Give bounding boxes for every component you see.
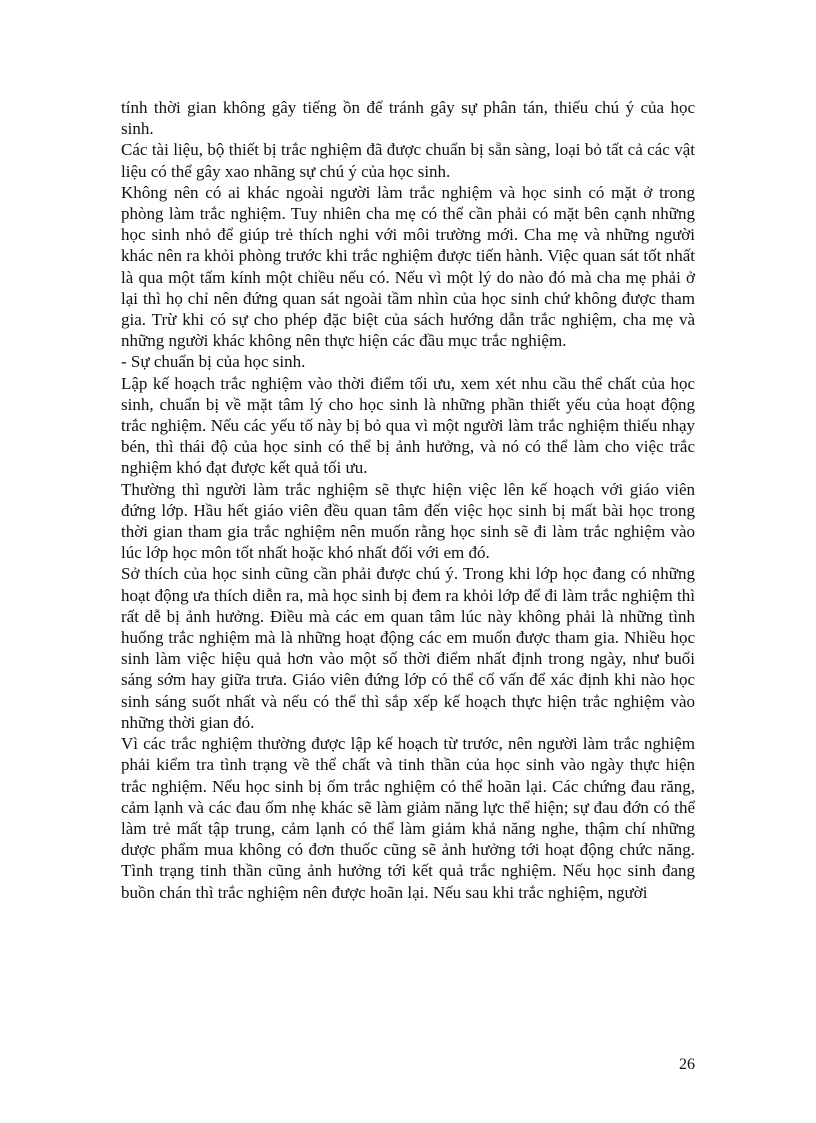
page-number: 26 [679, 1056, 695, 1073]
paragraph-7: Sở thích của học sinh cũng cần phải được chú ý. Trong khi lớp học đang có những hoạt động ưa thích diễn ra, mà học sinh bị đem ra khỏi lớp để đi làm trắc nghiệm thì rất dễ bị ảnh hưởng. Điều mà các em quan tâm lúc này không phải là những tình huống trắc nghiệm mà là những hoạt động các em muốn được tham gia. Nhiều học sinh làm việc hiệu quả hơn vào một số thời điểm nhất định trong ngày, như buổi sáng sớm hay giữa trưa. Giáo viên đứng lớp có thể cố vấn để xác định khi nào học sinh sáng suốt nhất và nếu có thể thì sắp xếp kế hoạch thực hiện trắc nghiệm vào những thời gian đó. [121, 564, 695, 732]
paragraph-5: Lập kế hoạch trắc nghiệm vào thời điểm tối ưu, xem xét nhu cầu thể chất của học sinh, chuẩn bị về mặt tâm lý cho học sinh là những phần thiết yếu của hoạt động trắc nghiệm. Nếu các yếu tố này bị bỏ qua vì một người làm trắc nghiệm thiếu nhạy bén, thì thái độ của học sinh có thể bị ảnh hưởng, và nó có thể làm cho việc trắc nghiệm khó đạt được kết quả tối ưu. [121, 373, 695, 478]
paragraph-8: Vì các trắc nghiệm thường được lập kế hoạch từ trước, nên người làm trắc nghiệm phải kiểm tra tình trạng về thể chất và tinh thần của học sinh vào ngày thực hiện trắc nghiệm. Nếu học sinh bị ốm trắc nghiệm có thể hoãn lại. Các chứng đau răng, cảm lạnh và các đau ốm nhẹ khác sẽ làm giảm năng lực thể hiện; sự đau đớn có thể làm trẻ mất tập trung, cảm lạnh có thể làm giảm khả năng nghe, thậm chí những dược phẩm mua không có đơn thuốc cũng sẽ ảnh hưởng tới hoạt động chức năng. Tình trạng tinh thần cũng ảnh hưởng tới kết quả trắc nghiệm. Nếu học sinh đang buồn chán thì trắc nghiệm nên được hoãn lại. Nếu sau khi trắc nghiệm, người [121, 734, 695, 902]
paragraph-6: Thường thì người làm trắc nghiệm sẽ thực hiện việc lên kế hoạch với giáo viên đứng lớp. Hầu hết giáo viên đều quan tâm đến việc học sinh bị mất bài học trong thời gian tham gia trắc nghiệm nên muốn rằng học sinh sẽ đi làm trắc nghiệm vào lúc lớp học môn tốt nhất hoặc khó nhất đối với em đó. [121, 479, 695, 563]
paragraph-1: tính thời gian không gây tiếng ồn để tránh gây sự phân tán, thiếu chú ý của học sinh. [121, 98, 695, 139]
paragraph-3: Không nên có ai khác ngoài người làm trắc nghiệm và học sinh có mặt ở trong phòng làm trắc nghiệm. Tuy nhiên cha mẹ có thể cần phải có mặt bên cạnh những học sinh nhỏ để giúp trẻ thích nghi với môi trường mới. Cha mẹ và những người khác nên ra khỏi phòng trước khi trắc nghiệm được tiến hành. Việc quan sát tốt nhất là qua một tấm kính một chiều nếu có. Nếu vì một lý do nào đó mà cha mẹ phải ở lại thì họ chỉ nên đứng quan sát ngoài tầm nhìn của học sinh chứ không được tham gia. Trừ khi có sự cho phép đặc biệt của sách hướng dẫn trắc nghiệm, cha mẹ và những người khác không nên thực hiện các đầu mục trắc nghiệm. [121, 182, 695, 351]
paragraph-2: Các tài liệu, bộ thiết bị trắc nghiệm đã được chuẩn bị sẵn sàng, loại bỏ tất cả các vật liệu có thể gây xao nhãng sự chú ý của học sinh. [121, 140, 695, 181]
paragraph-4-heading: - Sự chuẩn bị của học sinh. [121, 352, 306, 372]
body-text [121, 97, 695, 903]
